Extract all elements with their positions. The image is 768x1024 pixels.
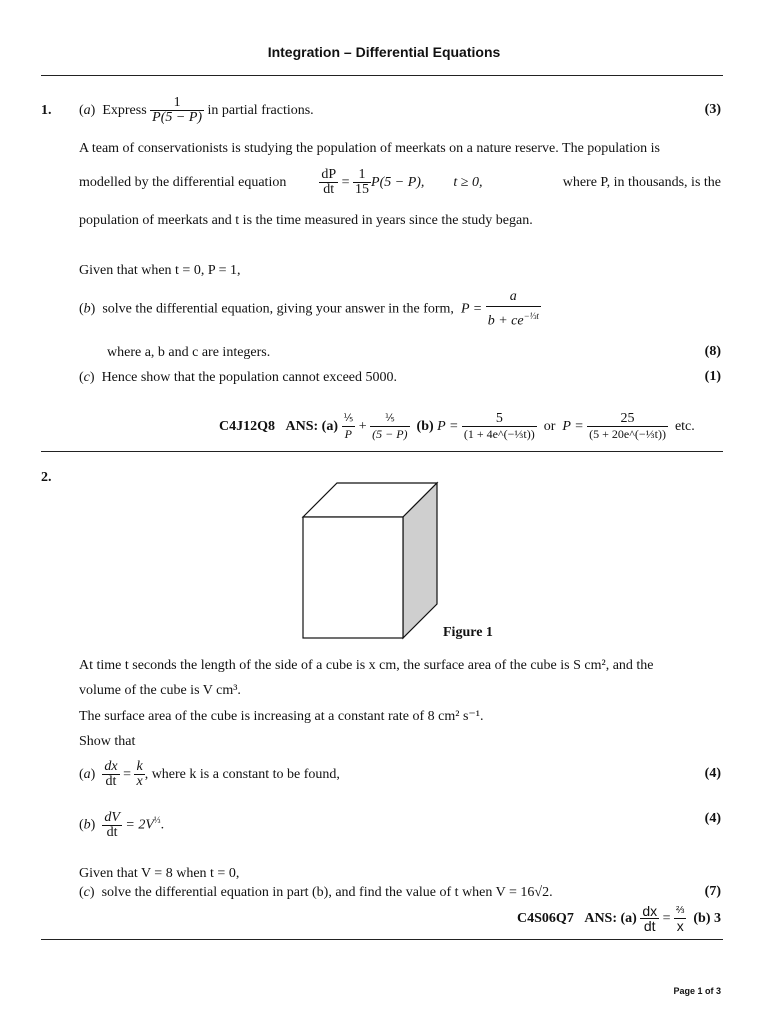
- q1-answer: [219, 409, 695, 445]
- figure-label: Figure 1: [443, 625, 493, 640]
- q2-answer-code: C4S06Q7: [517, 911, 574, 926]
- q1c-line: [79, 369, 397, 387]
- q1-answer-b1: [462, 412, 537, 441]
- q1-de-coef: [353, 168, 371, 197]
- q1b-form-exp: −⅓t: [523, 311, 539, 321]
- q1-answer-label: ANS: (a): [285, 419, 338, 434]
- q2-answer-a-rhs-num: ⅔: [674, 904, 686, 919]
- q1a-marks: (3): [704, 102, 721, 117]
- q1a-text-post: in partial fractions.: [207, 103, 314, 118]
- q1-answer-b2-lhs: P =: [562, 419, 584, 434]
- q1-de-eq: =: [341, 175, 350, 190]
- q2a-rhs-den: x: [136, 774, 143, 790]
- q2a-lhs-num: dx: [104, 759, 118, 775]
- q2a-rhs: [134, 760, 144, 789]
- q2b-label: (b): [79, 817, 96, 833]
- q2-answer-a-num: dx: [642, 903, 658, 920]
- q2-answer-b: (b) 3: [693, 911, 721, 926]
- q1-answer-b-label: (b): [416, 419, 434, 434]
- page-number: Page 1 of 3: [673, 986, 721, 996]
- q1-number: 1.: [41, 103, 52, 118]
- q2a-line: [79, 758, 340, 792]
- cube-front-face: [303, 517, 403, 638]
- q1-answer-plus: +: [358, 419, 367, 434]
- q1-answer-a1-den: P: [344, 427, 353, 442]
- q1-answer-etc: etc.: [674, 419, 695, 434]
- q1-answer-a2: [370, 412, 409, 441]
- q2b-line: [79, 803, 164, 843]
- q2-show-that: Show that: [79, 734, 136, 749]
- q1-answer-b2-den: (5 + 20e^(−⅓t)): [589, 427, 666, 442]
- q1-para-line2-pre: modelled by the differential equation: [79, 175, 287, 190]
- q1-answer-b1-den: (1 + 4e^(−⅓t)): [463, 427, 535, 442]
- q1-de-rhs: P(5 − P),: [371, 175, 425, 190]
- q1b-line: [79, 288, 541, 331]
- q2a-lhs: [102, 760, 119, 789]
- q2-answer: [517, 901, 721, 937]
- q2b-lhs-den: dt: [106, 824, 118, 840]
- q1-de-den: dt: [323, 182, 335, 198]
- q1b-marks: (8): [704, 344, 721, 359]
- q1-answer-a1-num: ⅕: [342, 412, 356, 427]
- q1a-fraction: [150, 96, 204, 125]
- q1b-where: where a, b and c are integers.: [107, 345, 271, 360]
- q1-de-num: dP: [321, 167, 337, 183]
- q1-de-coef-num: 1: [353, 168, 371, 183]
- q1-para-line3: population of meerkats and t is the time measured in years since the study began.: [79, 213, 533, 228]
- q1-given: Given that when t = 0, P = 1,: [79, 263, 241, 278]
- q1-answer-b2-num: 25: [587, 412, 668, 427]
- q1c-label: (c): [79, 370, 95, 385]
- q1-de-coef-den: 15: [355, 182, 370, 198]
- q2b-marks: (4): [704, 811, 721, 826]
- document-title: Integration – Differential Equations: [267, 44, 501, 60]
- q1a-frac-den: P(5 − P): [152, 110, 203, 126]
- q1b-label: (b): [79, 301, 96, 317]
- q2c-label: (c): [79, 885, 95, 900]
- q1-answer-b1-num: 5: [462, 412, 537, 427]
- q2a-eq: =: [123, 767, 131, 782]
- q1-answer-or: or: [543, 419, 556, 434]
- q2-answer-a-rhs-den: x: [676, 918, 684, 935]
- q1-divider: [41, 451, 723, 452]
- q2-answer-label: ANS: (a): [584, 911, 637, 926]
- q1a-frac-num: 1: [150, 96, 204, 111]
- q1b-form-den: b + ce: [487, 313, 524, 329]
- q2b-rhs: = 2V: [125, 817, 154, 833]
- q1-para-line2: [79, 168, 721, 198]
- q1b-form-fraction: [486, 288, 541, 331]
- q2a-lhs-den: dt: [105, 774, 117, 790]
- q2b-exponent: ⅓: [153, 815, 161, 825]
- q1-para-line1: A team of conservationists is studying the population of meerkats on a nature reserve. The population is: [79, 141, 660, 156]
- q2b-dot: .: [160, 817, 165, 833]
- q2-para-line1: At time t seconds the length of the side of a cube is x cm, the surface area of the cube is S cm², and the: [79, 658, 654, 673]
- q1-answer-a2-den: (5 − P): [372, 427, 408, 442]
- q2a-rhs-num: k: [136, 759, 143, 775]
- q1b-form-lhs: P =: [460, 301, 483, 317]
- q2b-lhs: [102, 811, 122, 840]
- q1-answer-b-lhs: P =: [437, 419, 459, 434]
- q2c-line: [79, 884, 553, 902]
- q1a-line: [79, 96, 314, 126]
- q1b-form-num: a: [486, 288, 541, 307]
- q2a-marks: (4): [704, 766, 721, 781]
- q2a-text: , where k is a constant to be found,: [144, 767, 340, 782]
- q2-number: 2.: [41, 470, 52, 485]
- q2-answer-a-lhs: [640, 904, 659, 933]
- q2-divider: [41, 939, 723, 940]
- q1a-text-pre: Express: [102, 103, 147, 118]
- header-rule: [41, 75, 723, 76]
- q2-para-rate: The surface area of the cube is increasing at a constant rate of 8 cm² s⁻¹.: [79, 709, 484, 724]
- q1-answer-a1: [342, 412, 356, 441]
- q2-answer-a-den: dt: [643, 918, 656, 935]
- q2b-lhs-num: dV: [104, 809, 120, 825]
- q1b-text: solve the differential equation, giving your answer in the form,: [102, 301, 454, 317]
- q1-answer-b2: [587, 412, 668, 441]
- q1-de-condition: t ≥ 0,: [453, 175, 483, 190]
- q1-para-line2-post: where P, in thousands, is the: [562, 175, 721, 190]
- q2c-text: solve the differential equation in part (b), and find the value of t when V = 16√2.: [101, 885, 553, 900]
- q1-answer-code: C4J12Q8: [219, 419, 275, 434]
- q1c-text: Hence show that the population cannot exceed 5000.: [101, 370, 398, 385]
- q1a-label: (a): [79, 103, 96, 118]
- cube-figure: [296, 480, 442, 642]
- q2-para-line2: volume of the cube is V cm³.: [79, 683, 241, 698]
- q1-answer-a2-num: ⅕: [370, 412, 409, 427]
- q2-answer-a-rhs: [674, 904, 686, 933]
- q2c-marks: (7): [704, 884, 721, 899]
- q1c-marks: (1): [704, 369, 721, 384]
- q2a-label: (a): [79, 767, 96, 782]
- q2-given: Given that V = 8 when t = 0,: [79, 866, 240, 881]
- q1-de-lhs: [319, 168, 338, 197]
- q2-answer-eq: =: [662, 911, 671, 926]
